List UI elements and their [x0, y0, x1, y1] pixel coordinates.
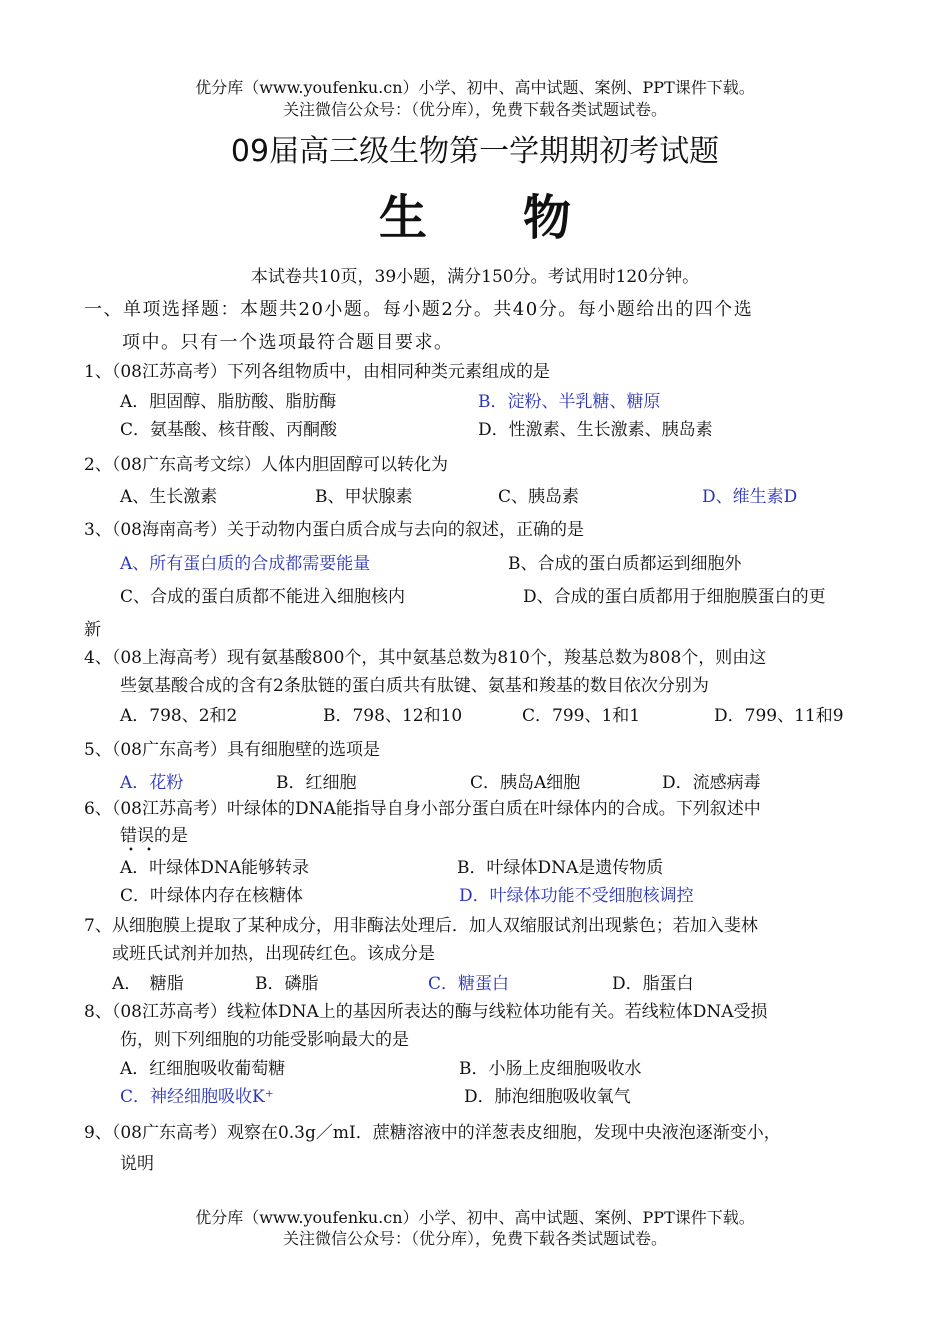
footer-line-2: 关注微信公众号：（优分库），免费下载各类试题试卷。	[282, 1229, 667, 1248]
question-9-stem: 9、（08广东高考）观察在0.3g／mI．蔗糖溶液中的洋葱表皮细胞，发现中央液泡逐渐变小，	[84, 1123, 781, 1143]
question-4-stem-cont: 些氨基酸合成的含有2条肽链的蛋白质共有肽键、氨基和羧基的数目依次分别为	[120, 676, 709, 696]
question-5-option-a-answer: A．花粉	[120, 773, 184, 793]
question-3-option-a-answer: A、所有蛋白质的合成都需要能量	[120, 554, 371, 574]
question-8-option-b: B．小肠上皮细胞吸收水	[459, 1059, 642, 1079]
question-9-stem-cont: 说明	[120, 1154, 154, 1174]
exam-subject: 生 物	[378, 190, 571, 246]
question-1-option-c: C．氨基酸、核苷酸、丙酮酸	[120, 420, 338, 440]
question-7-stem: 7、从细胞膜上提取了某种成分，用非酶法处理后．加人双缩服试剂出现紫色；若加入斐林	[84, 916, 758, 936]
question-7-option-c-answer: C．糖蛋白	[428, 974, 510, 994]
section-heading-cont: 项中。只有一个选项最符合题目要求。	[122, 332, 454, 353]
question-2-option-b: B、甲状腺素	[315, 487, 413, 507]
question-5-option-c: C．胰岛A细胞	[470, 773, 581, 793]
question-6-option-d-answer: D．叶绿体功能不受细胞核调控	[459, 886, 694, 906]
question-1-option-b-answer: B．淀粉、半乳糖、糖原	[478, 392, 661, 412]
exam-info: 本试卷共10页，39小题，满分150分。考试用时120分钟。	[250, 267, 700, 287]
question-7-option-b: B．磷脂	[255, 974, 319, 994]
question-5-option-d: D．流感病毒	[662, 773, 761, 793]
question-3-option-d: D、合成的蛋白质都用于细胞膜蛋白的更	[523, 587, 826, 607]
question-4-stem: 4、（08上海高考）现有氨基酸800个，其中氨基总数为810个，羧基总数为808个，则由这	[84, 648, 767, 668]
question-7-option-d: D．脂蛋白	[612, 974, 694, 994]
emphasis-dot-2: •	[146, 845, 152, 856]
question-6-stem: 6、（08江苏高考）叶绿体的DNA能指导自身小部分蛋白质在叶绿体内的合成。下列叙述中	[84, 799, 761, 819]
question-3-stem: 3、（08海南高考）关于动物内蛋白质合成与去向的叙述，正确的是	[84, 520, 584, 540]
question-5-option-b: B．红细胞	[276, 773, 357, 793]
question-4-option-b: B．798、12和10	[323, 706, 463, 726]
exam-title: 09届高三级生物第一学期期初考试题	[230, 134, 720, 169]
section-heading: 一、单项选择题：本题共20小题。每小题2分。共40分。每小题给出的四个选	[84, 299, 754, 320]
question-2-option-d-answer: D、维生素D	[702, 487, 798, 507]
question-6-option-a: A．叶绿体DNA能够转录	[120, 858, 310, 878]
question-8-option-a: A．红细胞吸收葡萄糖	[120, 1059, 286, 1079]
question-5-stem: 5、（08广东高考）具有细胞壁的选项是	[84, 740, 380, 760]
emphasis-dot-1: •	[128, 845, 134, 856]
footer-line-1: 优分库（www.youfenku.cn）小学、初中、高中试题、案例、PPT课件下载。	[195, 1208, 755, 1227]
question-1-stem: 1、（08江苏高考）下列各组物质中，由相同种类元素组成的是	[84, 362, 550, 382]
question-3-option-d-continued: 新	[84, 620, 101, 640]
question-8-stem-cont: 伤，则下列细胞的功能受影响最大的是	[120, 1030, 409, 1050]
question-6-stem-cont: 错误的是	[120, 826, 188, 846]
question-7-option-a: A． 糖脂	[112, 974, 184, 994]
question-1-option-d: D．性激素、生长激素、胰岛素	[478, 420, 713, 440]
question-8-option-c-answer: C．神经细胞吸收K⁺	[120, 1087, 274, 1107]
question-6-option-c: C．叶绿体内存在核糖体	[120, 886, 304, 906]
question-2-option-c: C、胰岛素	[498, 487, 580, 507]
question-3-option-c: C、合成的蛋白质都不能进入细胞核内	[120, 587, 406, 607]
question-1-option-a: A．胆固醇、脂肪酸、脂肪酶	[120, 392, 337, 412]
question-2-option-a: A、生长激素	[120, 487, 218, 507]
question-6-option-b: B．叶绿体DNA是遗传物质	[457, 858, 664, 878]
question-4-option-a: A．798、2和2	[120, 706, 238, 726]
question-8-option-d: D．肺泡细胞吸收氧气	[464, 1087, 631, 1107]
question-8-stem: 8、（08江苏高考）线粒体DNA上的基因所表达的酶与线粒体功能有关。若线粒体DNA受损	[84, 1002, 768, 1022]
question-4-option-d: D．799、11和9	[714, 706, 844, 726]
header-line-2: 关注微信公众号：（优分库），免费下载各类试题试卷。	[282, 100, 667, 119]
question-4-option-c: C．799、1和1	[522, 706, 641, 726]
question-2-stem: 2、（08广东高考文综）人体内胆固醇可以转化为	[84, 455, 448, 475]
question-3-option-b: B、合成的蛋白质都运到细胞外	[508, 554, 742, 574]
question-7-stem-cont: 或班氏试剂并加热，出现砖红色。该成分是	[112, 944, 435, 964]
header-line-1: 优分库（www.youfenku.cn）小学、初中、高中试题、案例、PPT课件下载。	[195, 78, 755, 97]
